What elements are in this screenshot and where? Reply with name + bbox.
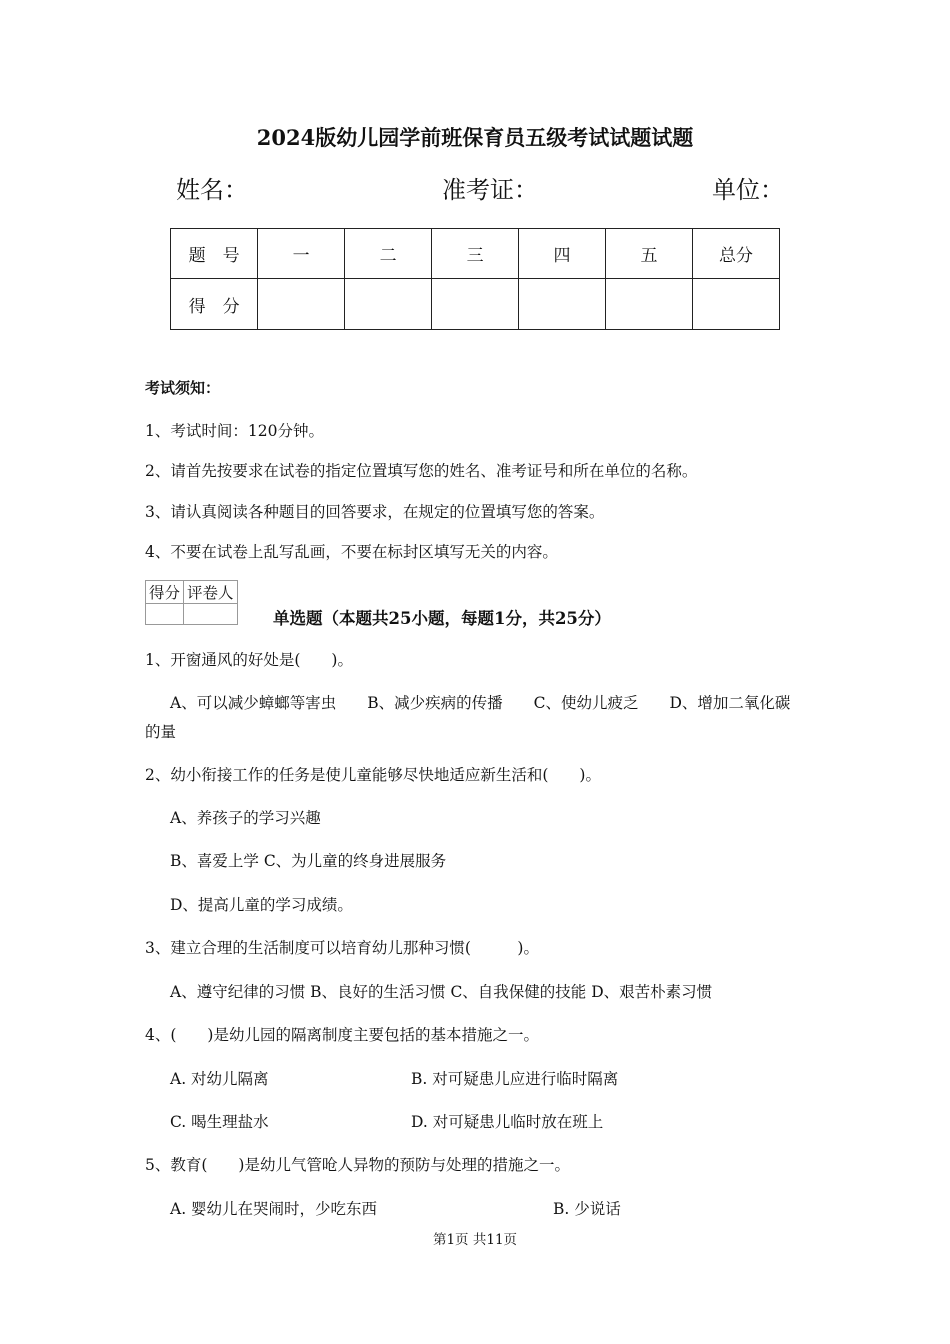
question-options: A、遵守纪律的习惯 B、良好的生活习惯 C、自我保健的技能 D、艰苦朴素习惯 <box>170 983 713 1001</box>
score-cell[interactable] <box>606 279 693 330</box>
question-stem: 4、( )是幼儿园的隔离制度主要包括的基本措施之一。 <box>145 1026 539 1044</box>
section-title: 单选题（本题共25小题，每题1分，共25分） <box>273 609 611 628</box>
score-table-score-label: 得 分 <box>171 279 258 330</box>
grader-reviewer-cell[interactable] <box>184 604 238 625</box>
question-option: A、养孩子的学习兴趣 <box>170 809 321 827</box>
score-cell[interactable] <box>519 279 606 330</box>
unit-field-label: 单位： <box>712 176 784 204</box>
grader-box <box>145 580 238 625</box>
notice-title: 考试须知： <box>145 379 221 397</box>
question-options-continued: 的量 <box>145 723 177 741</box>
score-cell[interactable] <box>258 279 345 330</box>
question-option: B. 少说话 <box>553 1200 621 1218</box>
question-option: B. 对可疑患儿应进行临时隔离 <box>411 1070 619 1088</box>
notice-item: 1、考试时间：120分钟。 <box>145 422 324 440</box>
score-table-header-cell: 二 <box>345 229 432 279</box>
question-option: D、提高儿童的学习成绩。 <box>170 896 353 914</box>
question-options: A、可以减少蟑螂等害虫 B、减少疾病的传播 C、使幼儿疲乏 D、增加二氧化碳 <box>170 694 791 712</box>
notice-item: 3、请认真阅读各种题目的回答要求，在规定的位置填写您的答案。 <box>145 503 605 521</box>
question-stem: 2、幼小衔接工作的任务是使儿童能够尽快地适应新生活和( )。 <box>145 766 601 784</box>
score-table <box>170 228 780 330</box>
notice-item: 4、不要在试卷上乱写乱画，不要在标封区填写无关的内容。 <box>145 543 558 561</box>
question-stem: 1、开窗通风的好处是( )。 <box>145 651 353 669</box>
score-table-header-cell: 三 <box>432 229 519 279</box>
exam-id-field-label: 准考证： <box>442 176 538 204</box>
question-option: D. 对可疑患儿临时放在班上 <box>411 1113 604 1131</box>
page-footer: 第1页 共11页 <box>432 1232 518 1248</box>
score-table-header-row <box>171 229 780 279</box>
score-table-header-label: 题 号 <box>171 229 258 279</box>
score-table-header-cell: 四 <box>519 229 606 279</box>
score-cell[interactable] <box>432 279 519 330</box>
score-table-header-cell: 一 <box>258 229 345 279</box>
grader-score-cell[interactable] <box>146 604 184 625</box>
question-option: A. 婴幼儿在哭闹时，少吃东西 <box>170 1200 378 1218</box>
question-option: A. 对幼儿隔离 <box>170 1070 269 1088</box>
score-table-header-total: 总分 <box>692 229 779 279</box>
question-option: C. 喝生理盐水 <box>170 1113 269 1131</box>
score-table-header-cell: 五 <box>606 229 693 279</box>
score-cell[interactable] <box>345 279 432 330</box>
question-stem: 5、教育( )是幼儿气管呛人异物的预防与处理的措施之一。 <box>145 1156 570 1174</box>
question-option: B、喜爱上学 C、为儿童的终身进展服务 <box>170 852 447 870</box>
score-table-score-row <box>171 279 780 330</box>
page-title: 2024版幼儿园学前班保育员五级考试试题试题 <box>256 125 694 150</box>
question-stem: 3、建立合理的生活制度可以培育幼儿那种习惯( )。 <box>145 939 539 957</box>
grader-score-label: 得分 <box>146 581 184 604</box>
score-cell[interactable] <box>692 279 779 330</box>
name-field-label: 姓名： <box>176 176 248 204</box>
notice-item: 2、请首先按要求在试卷的指定位置填写您的姓名、准考证号和所在单位的名称。 <box>145 462 698 480</box>
grader-reviewer-label: 评卷人 <box>184 581 238 604</box>
